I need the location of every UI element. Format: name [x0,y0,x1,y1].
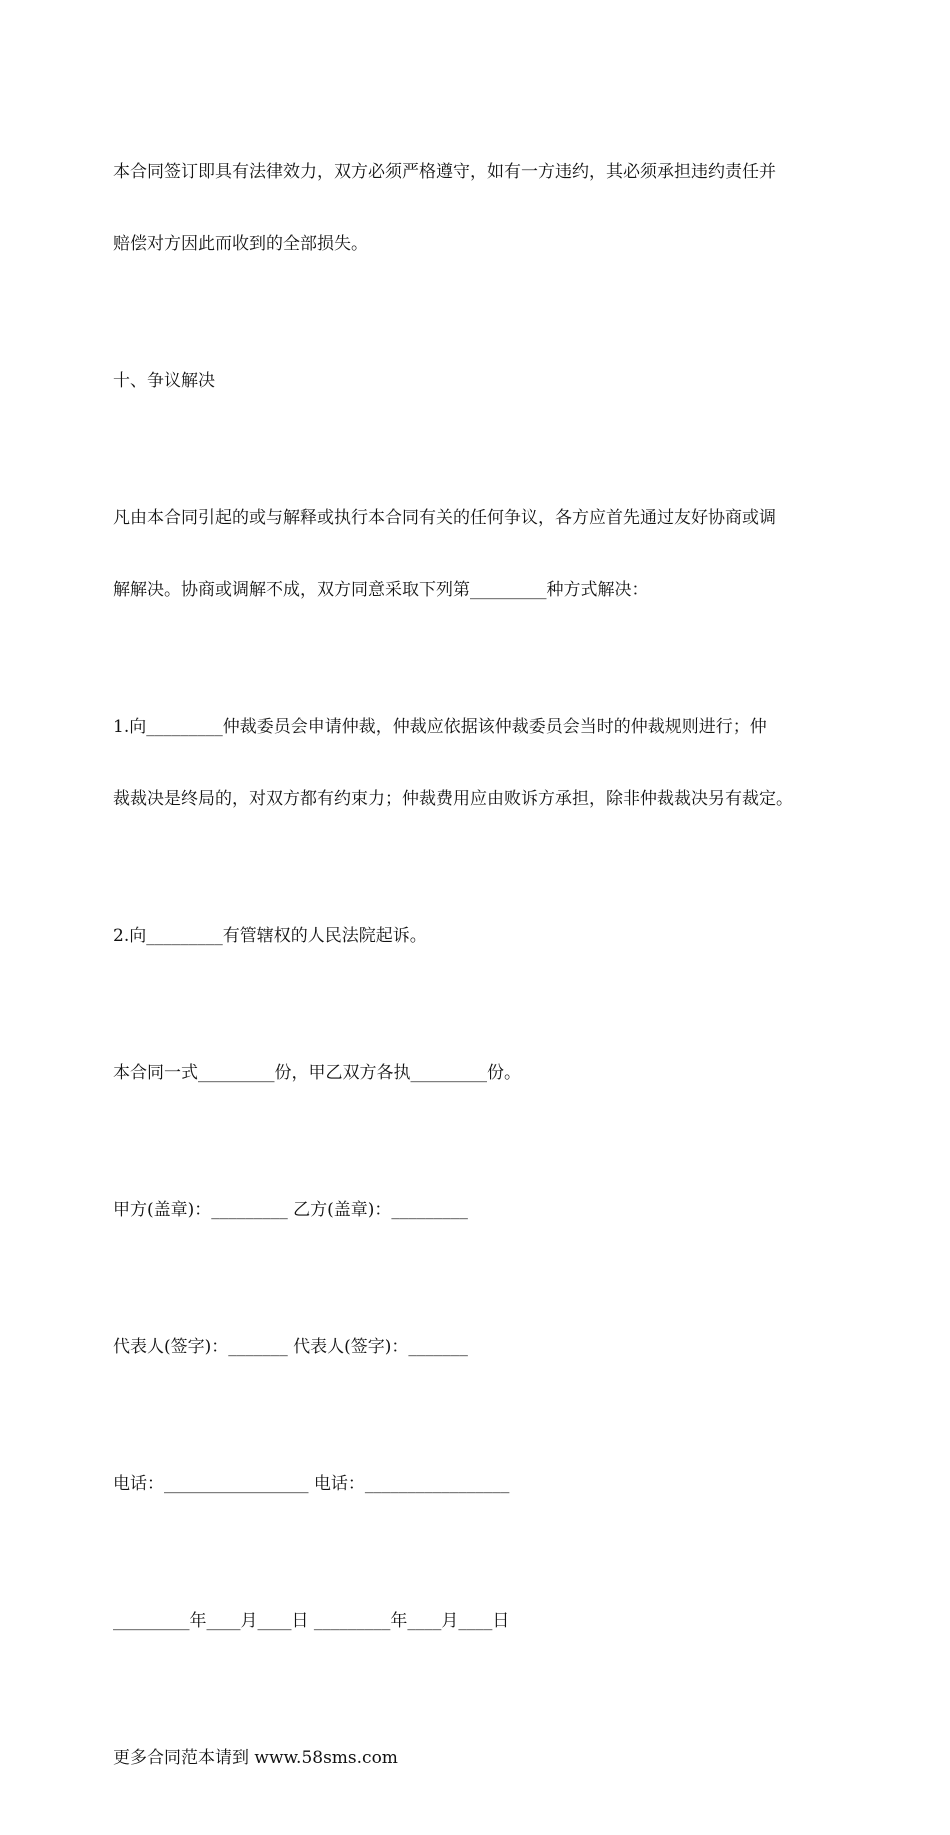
paragraph-copies [113,1013,853,1133]
phone-line [113,1424,853,1544]
text-line: 解解决。协商或调解不成，双方同意采取下列第_________种方式解决： [113,580,649,600]
text-line: 本合同一式_________份，甲乙双方各执_________份。 [113,1063,521,1083]
paragraph-arbitration-option [113,667,853,859]
document-page [113,112,853,1835]
paragraph-legal-effect [113,112,853,304]
signature-seal-line [113,1150,853,1270]
representative-signature-line [113,1287,853,1407]
paragraph-court-option [113,876,853,996]
paragraph-dispute-intro [113,458,853,650]
text-line: 电话：_________________ 电话：_________________ [113,1474,510,1494]
text-line: 2.向_________有管辖权的人民法院起诉。 [113,926,427,946]
text-line: 赔偿对方因此而收到的全部损失。 [113,234,368,254]
date-line [113,1561,853,1681]
text-line: 代表人(签字)：_______ 代表人(签字)：_______ [113,1337,468,1357]
text-line: 更多合同范本请到 www.58sms.com [113,1748,398,1768]
text-line: 甲方(盖章)：_________ 乙方(盖章)：_________ [113,1200,468,1220]
heading-text: 十、争议解决 [113,371,215,391]
text-line: 凡由本合同引起的或与解释或执行本合同有关的任何争议，各方应首先通过友好协商或调 [113,508,776,528]
text-line: _________年____月____日 _________年____月____日 [113,1611,510,1631]
section-heading-dispute-resolution [113,321,853,441]
website-footer-line [113,1698,853,1818]
text-line: 本合同签订即具有法律效力，双方必须严格遵守，如有一方违约，其必须承担违约责任并 [113,162,776,182]
text-line: 1.向_________仲裁委员会申请仲裁，仲裁应依据该仲裁委员会当时的仲裁规则进行；仲 [113,717,767,737]
text-line: 裁裁决是终局的，对双方都有约束力；仲裁费用应由败诉方承担，除非仲裁裁决另有裁定。 [113,789,793,809]
